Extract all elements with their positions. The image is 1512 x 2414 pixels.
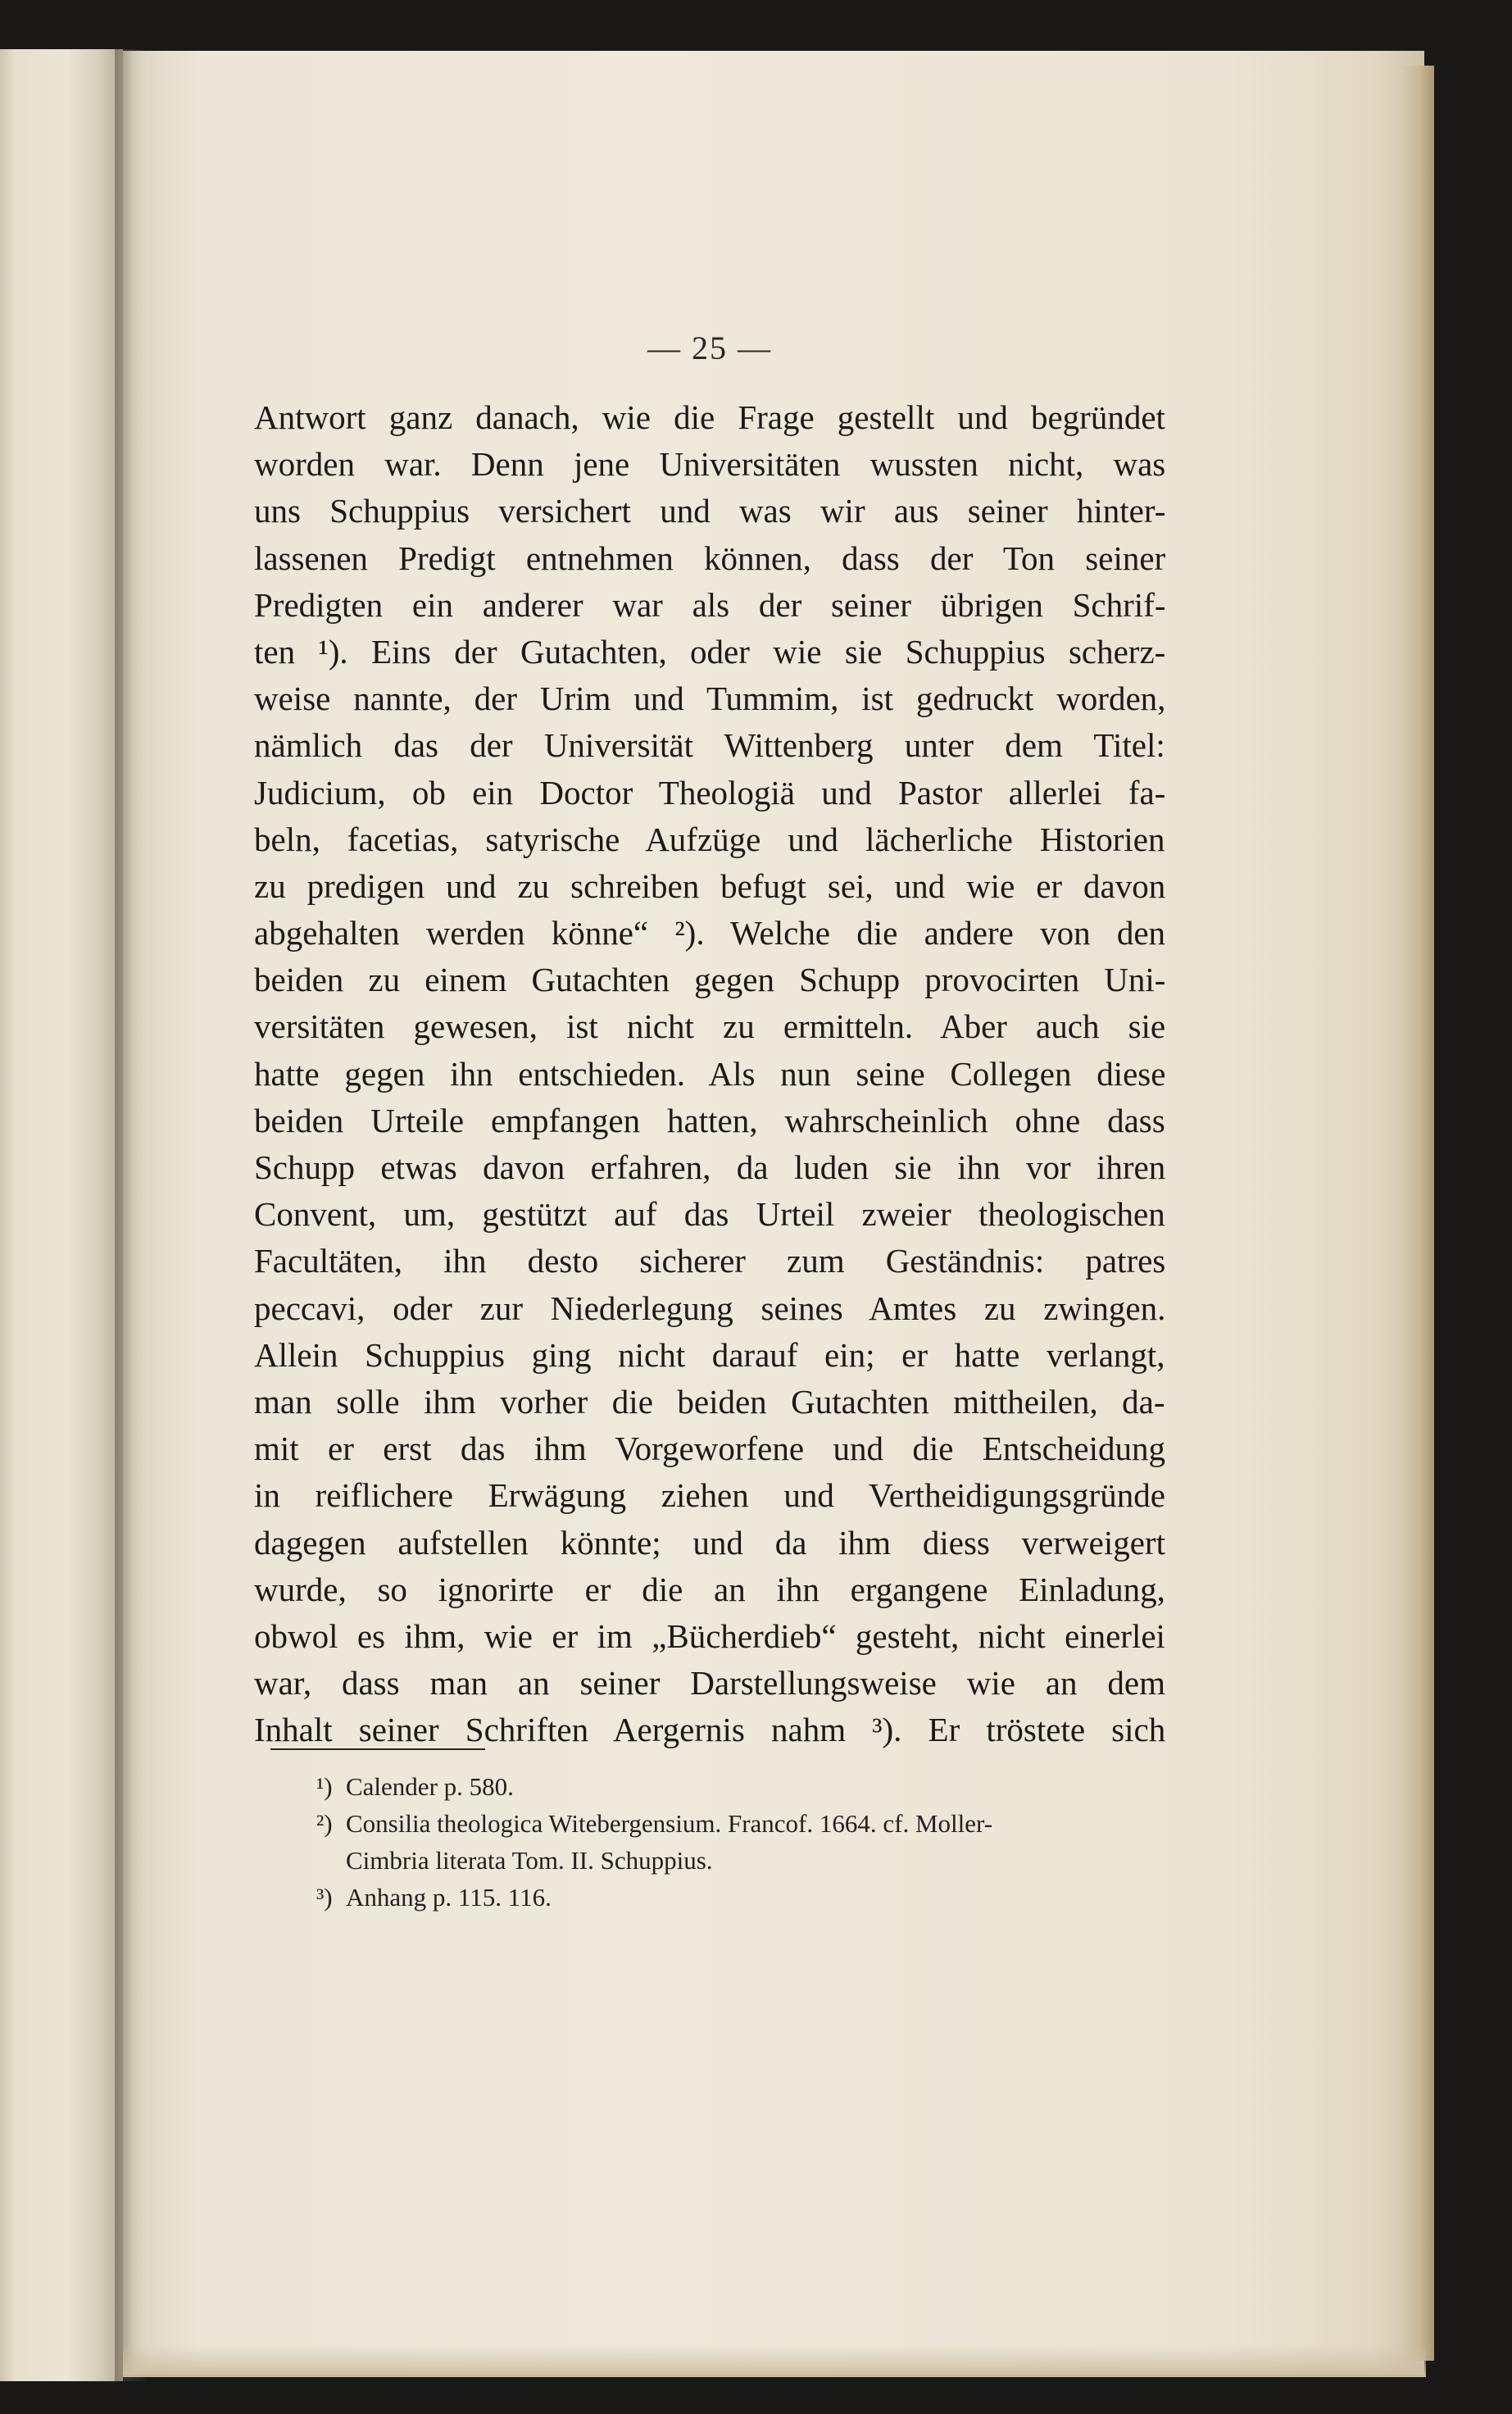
footnote-text: Cimbria literata Tom. II. Schuppius. [346, 1846, 713, 1875]
footnote-text: Anhang p. 115. 116. [346, 1883, 552, 1912]
footnotes [316, 1768, 1169, 1916]
text-line: in reiflichere Erwägung ziehen und Vertheidigungsgründe [254, 1476, 1165, 1515]
footnote-text: Consilia theologica Witebergensium. Francof. 1664. cf. Moller- [346, 1809, 993, 1838]
footnote-3 [316, 1879, 1169, 1916]
text-line: beiden Urteile empfangen hatten, wahrscheinlich ohne dass [254, 1101, 1165, 1139]
footnote-text: Calender p. 580. [346, 1772, 514, 1801]
body-text [254, 394, 1165, 1753]
text-line: Judicium, ob ein Doctor Theologiä und Pastor allerlei fa- [254, 773, 1166, 811]
text-line: war, dass man an seiner Darstellungsweise wie an dem [254, 1664, 1165, 1703]
text-line: worden war. Denn jene Universitäten wussten nicht, was [254, 445, 1166, 484]
text-line last-line: Inhalt seiner Schriften Aergernis nahm ³). Er tröstete sich [254, 1711, 1166, 1749]
text-line: Predigten ein anderer war als der seiner übrigen Schrif- [254, 585, 1166, 624]
text-line: Facultäten, ihn desto sicherer zum Geständnis: patres [254, 1242, 1166, 1280]
text-line: versitäten gewesen, ist nicht zu ermitteln. Aber auch sie [254, 1007, 1166, 1046]
text-line: lassenen Predigt entnehmen können, dass der Ton seiner [254, 539, 1166, 577]
footnote-rule [270, 1748, 485, 1750]
facing-page [0, 49, 123, 2381]
text-line: uns Schuppius versichert und was wir aus seiner hinter- [254, 492, 1166, 530]
page-edge-right [1401, 66, 1434, 2361]
footnote-mark: ¹) [316, 1772, 333, 1801]
page-edge-bottom [123, 2344, 1426, 2377]
footnote-2 [316, 1805, 1169, 1842]
text-line: dagegen aufstellen könnte; und da ihm diess verweigert [254, 1523, 1165, 1562]
text-line: nämlich das der Universität Wittenberg unter dem Titel: [254, 726, 1165, 765]
text-line: abgehalten werden könne“ ²). Welche die andere von den [254, 914, 1166, 952]
text-line: weise nannte, der Urim und Tummim, ist gedruckt worden, [254, 680, 1166, 718]
text-line: Antwort ganz danach, wie die Frage gestellt und begründet [254, 398, 1165, 436]
text-line: obwol es ihm, wie er im „Bücherdieb“ gesteht, nicht einerlei [254, 1616, 1165, 1655]
text-line: beiden zu einem Gutachten gegen Schupp provocirten Uni- [254, 961, 1166, 999]
page-number: — 25 — [647, 330, 772, 366]
text-line: Convent, um, gestützt auf das Urteil zweier theologischen [254, 1195, 1165, 1234]
text-line: hatte gegen ihn entschieden. Als nun seine Collegen diese [254, 1054, 1166, 1093]
text-line: man solle ihm vorher die beiden Gutachten mittheilen, da- [254, 1382, 1165, 1421]
text-line: Schupp etwas davon erfahren, da luden sie ihn vor ihren [254, 1148, 1166, 1186]
footnote-2-continuation [316, 1842, 1169, 1879]
text-line: Allein Schuppius ging nicht darauf ein; er hatte verlangt, [254, 1335, 1165, 1374]
text-line: beln, facetias, satyrische Aufzüge und lächerliche Historien [254, 820, 1165, 858]
text-line: ten ¹). Eins der Gutachten, oder wie sie Schuppius scherz- [254, 632, 1166, 671]
text-line: mit er erst das ihm Vorgeworfene und die Entscheidung [254, 1430, 1165, 1468]
facing-page-edge [0, 49, 15, 2381]
gutter-shadow [115, 49, 148, 2381]
footnote-1 [316, 1768, 1169, 1805]
text-line: wurde, so ignorirte er die an ihn ergangene Einladung, [254, 1570, 1165, 1608]
text-line: peccavi, oder zur Niederlegung seines Amtes zu zwingen. [254, 1289, 1166, 1327]
footnote-mark: ²) [316, 1809, 333, 1838]
footnote-mark: ³) [316, 1883, 333, 1912]
text-line: zu predigen und zu schreiben befugt sei, und wie er davon [254, 866, 1166, 905]
